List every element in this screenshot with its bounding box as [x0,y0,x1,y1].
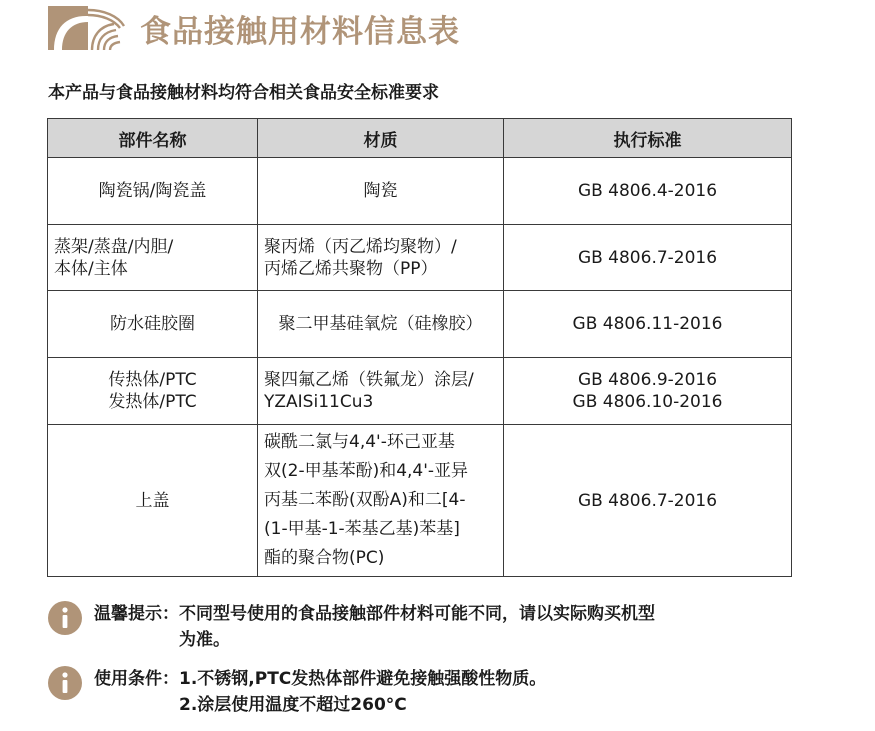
material-cell [258,291,504,358]
info-icon [48,601,82,635]
standard: GB 4806.4-2016 [577,181,718,201]
material: (1-甲基-1-苯基乙基)苯基] [264,519,460,539]
usage-conditions-note [48,666,546,718]
usage-conditions-label: 使用条件： [94,669,179,689]
table-row [48,225,792,291]
material: YZAISi11Cu3 [264,392,374,412]
column-header-standard: 执行标准 [504,119,792,158]
rainbow-arcs-logo-icon [48,6,126,50]
materials-table [47,118,792,577]
part-name: 本体/主体 [54,258,128,279]
table-row [48,358,792,425]
material: 聚丙烯（丙乙烯均聚物）/ [264,236,457,257]
table-row [48,158,792,225]
material-cell [258,358,504,425]
page-header [48,6,460,50]
material: 丙基二苯酚(双酚A)和二[4- [264,490,466,510]
standard-cell [504,225,792,291]
part-name: 防水硅胶圈 [110,314,195,334]
usage-condition-line: 1.不锈钢,PTC发热体部件避免接触强酸性物质。 [179,669,547,689]
standard-cell [504,158,792,225]
standard-cell [504,425,792,577]
tip-note [48,601,655,653]
standard-cell [504,358,792,425]
page-title: 食品接触用材料信息表 [140,13,460,50]
part-name: 发热体/PTC [108,392,197,412]
standard: GB 4806.9-2016 [577,370,718,390]
compliance-statement: 本产品与食品接触材料均符合相关食品安全标准要求 [48,83,439,103]
material: 丙烯乙烯共聚物（PP） [264,258,438,279]
usage-conditions-text [179,666,546,718]
material: 聚四氟乙烯（铁氟龙）涂层/ [264,370,474,390]
part-name: 蒸架/蒸盘/内胆/ [54,236,174,257]
column-header-part: 部件名称 [48,119,258,158]
material: 双(2-甲基苯酚)和4,4'-亚异 [264,461,469,481]
material: 碳酰二氯与4,4'-环己亚基 [264,432,455,452]
table-row [48,291,792,358]
tip-line: 不同型号使用的食品接触部件材料可能不同，请以实际购买机型 [179,604,655,624]
column-header-material: 材质 [258,119,504,158]
standard: GB 4806.7-2016 [577,247,718,268]
material-cell [258,225,504,291]
tip-text [179,601,655,653]
part-name-cell [48,225,258,291]
part-name-cell [48,291,258,358]
table-header-row [48,119,792,158]
standard: GB 4806.10-2016 [572,392,723,412]
standard-cell [504,291,792,358]
material-cell [258,158,504,225]
part-name-cell [48,158,258,225]
part-name-cell [48,358,258,425]
tip-label: 温馨提示： [94,604,179,624]
material: 陶瓷 [363,181,398,201]
material-cell [258,425,504,577]
part-name: 陶瓷锅/陶瓷盖 [98,181,207,201]
table-row [48,425,792,577]
material: 聚二甲基硅氧烷（硅橡胶） [278,314,483,334]
material: 酯的聚合物(PC) [264,548,385,568]
standard: GB 4806.11-2016 [572,314,723,334]
part-name: 传热体/PTC [108,370,197,390]
usage-condition-line: 2.涂层使用温度不超过260°C [179,695,407,715]
info-icon [48,666,82,700]
standard: GB 4806.7-2016 [577,490,718,511]
tip-line: 为准。 [179,630,230,650]
part-name-cell [48,425,258,577]
part-name: 上盖 [135,490,170,511]
